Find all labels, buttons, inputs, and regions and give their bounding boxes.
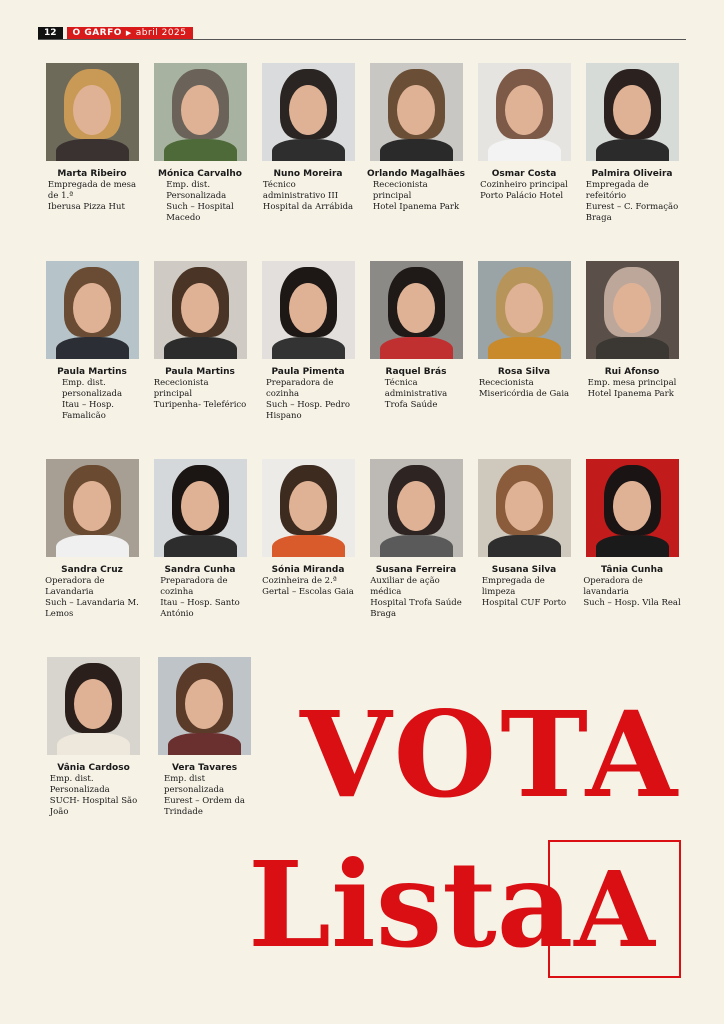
candidate-photo <box>478 63 571 161</box>
slogan-lista: Lista <box>248 835 574 974</box>
candidate-role: Rececionista Misericórdia de Gaia <box>478 378 570 399</box>
candidate-photo <box>46 459 139 557</box>
candidate-card <box>38 459 146 657</box>
candidate-role: Cozinheiro principal Porto Palácio Hotel <box>480 180 568 201</box>
candidate-card <box>362 261 470 459</box>
candidate-card <box>578 459 686 657</box>
candidate-name: Sónia Miranda <box>271 565 345 575</box>
page-number: 12 <box>38 27 63 40</box>
candidate-name: Rui Afonso <box>604 367 660 377</box>
candidate-card <box>254 261 362 459</box>
candidate-name: Raquel Brás <box>385 367 447 377</box>
candidate-role: Emp. dist personalizada Eurest – Ordem da Trindade <box>164 774 245 817</box>
candidate-photo <box>586 261 679 359</box>
candidate-role: Operadora de lavandaria Such – Hosp. Vila Real <box>583 576 681 608</box>
candidate-photo <box>154 63 247 161</box>
candidate-name: Paula Martins <box>57 367 127 377</box>
candidate-name: Orlando Magalhães <box>367 169 465 179</box>
candidate-role: Cozinheira de 2.ª Gertal – Escolas Gaia <box>262 576 354 597</box>
candidate-photo <box>370 459 463 557</box>
candidate-photo <box>154 261 247 359</box>
candidate-photo <box>46 261 139 359</box>
candidate-name: Osmar Costa <box>491 169 557 179</box>
candidate-card <box>38 63 146 261</box>
candidate-card <box>578 63 686 261</box>
candidate-photo <box>47 657 140 755</box>
candidate-photo <box>262 63 355 161</box>
candidate-role: Empregada de refeitório Eurest – C. Formação Braga <box>585 180 679 223</box>
triangle-right-icon: ▶ <box>125 29 132 37</box>
candidate-card <box>146 459 254 657</box>
magazine-name: O GARFO <box>72 28 122 38</box>
candidate-name: Paula Pimenta <box>271 367 345 377</box>
candidate-role: Auxiliar de ação médica Hospital Trofa Saúde Braga <box>370 576 462 619</box>
slogan-vota: VOTA <box>300 685 682 824</box>
candidate-photo <box>370 261 463 359</box>
candidate-photo <box>262 459 355 557</box>
candidate-name: Marta Ribeiro <box>57 169 127 179</box>
candidates-row <box>38 261 686 459</box>
candidates-row <box>38 63 686 261</box>
candidate-photo <box>586 63 679 161</box>
candidate-role: Emp. mesa principal Hotel Ipanema Park <box>587 378 677 399</box>
candidate-card <box>470 261 578 459</box>
candidate-name: Vera Tavares <box>171 763 238 773</box>
candidate-role: Técnico administrativo III Hospital da Arrábida <box>262 180 354 212</box>
candidate-card <box>254 459 362 657</box>
candidate-name: Susana Ferreira <box>375 565 457 575</box>
candidate-name: Nuno Moreira <box>273 169 343 179</box>
candidate-name: Vânia Cardoso <box>57 763 130 773</box>
candidate-card <box>362 63 470 261</box>
candidate-name: Rosa Silva <box>497 367 551 377</box>
candidate-card <box>146 261 254 459</box>
candidate-photo <box>158 657 251 755</box>
candidate-role: Rececionista principal Turipenha- Teleférico <box>153 378 247 410</box>
candidate-card <box>38 657 149 855</box>
header-divider <box>38 39 686 40</box>
candidate-role: Preparadora de cozinha Itau – Hosp. Santo António <box>160 576 240 619</box>
candidate-role: Rececionista principal Hotel Ipanema Park <box>372 180 460 212</box>
candidate-role: Emp. dist. Personalizada SUCH- Hospital São João <box>49 774 138 817</box>
candidate-photo <box>478 459 571 557</box>
candidate-role: Preparadora de cozinha Such – Hosp. Pedro Hispano <box>266 378 350 421</box>
candidate-card <box>362 459 470 657</box>
candidate-card <box>578 261 686 459</box>
candidate-name: Tânia Cunha <box>600 565 664 575</box>
candidate-card <box>470 63 578 261</box>
candidate-role: Empregada de limpeza Hospital CUF Porto <box>481 576 567 608</box>
candidate-card <box>146 63 254 261</box>
candidate-name: Susana Silva <box>491 565 557 575</box>
candidate-card <box>38 261 146 459</box>
candidate-photo <box>154 459 247 557</box>
slogan-letter: A <box>574 847 655 971</box>
slogan-letter-box <box>548 840 681 978</box>
candidate-role: Técnica administrativa Trofa Saúde <box>384 378 448 410</box>
candidate-card <box>254 63 362 261</box>
candidate-photo <box>46 63 139 161</box>
candidate-name: Paula Martins <box>165 367 235 377</box>
candidate-card <box>149 657 260 855</box>
candidate-name: Sandra Cunha <box>164 565 236 575</box>
candidate-role: Empregada de mesa de 1.ª Iberusa Pizza Hut <box>47 180 137 212</box>
candidates-row <box>38 459 686 657</box>
candidate-role: Emp. dist. Personalizada Such – Hospital Macedo <box>166 180 234 223</box>
candidate-name: Mónica Carvalho <box>158 169 242 179</box>
candidate-role: Emp. dist. personalizada Itau – Hosp. Famalicão <box>61 378 123 421</box>
candidate-photo <box>262 261 355 359</box>
candidate-name: Sandra Cruz <box>61 565 123 575</box>
candidate-role: Operadora de Lavandaria Such – Lavandaria M. Lemos <box>45 576 139 619</box>
issue-date: abril 2025 <box>135 28 187 38</box>
candidate-photo <box>478 261 571 359</box>
candidate-photo <box>370 63 463 161</box>
candidate-photo <box>586 459 679 557</box>
candidate-card <box>470 459 578 657</box>
candidate-name: Palmira Oliveira <box>591 169 673 179</box>
